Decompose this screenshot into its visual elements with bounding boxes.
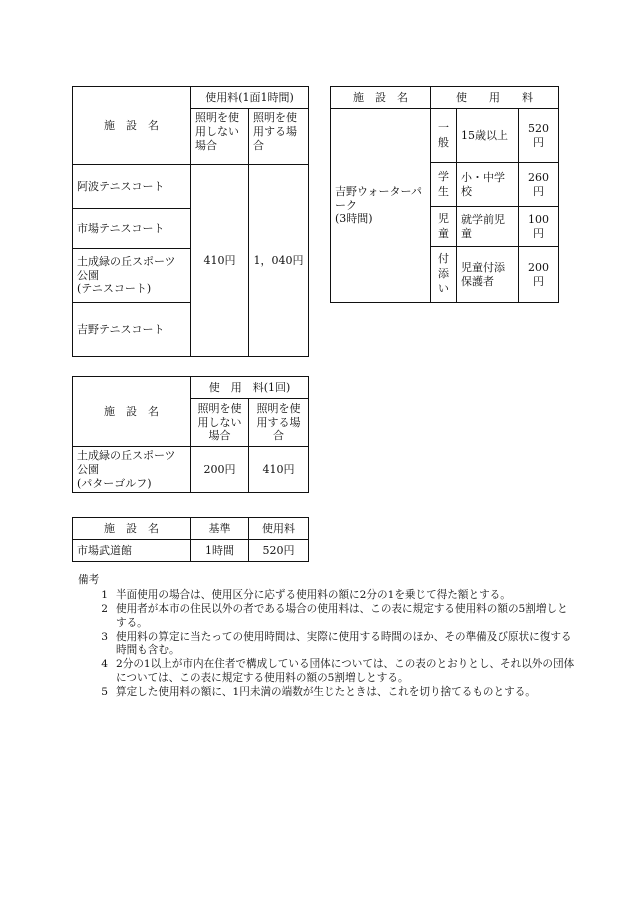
fee-header: 使用料 [249, 518, 309, 540]
remark-item [78, 631, 578, 657]
fee-header: 使 用 料(1回) [191, 377, 309, 399]
fee-with-light: 410円 [249, 447, 309, 493]
remark-number: 4 [101, 658, 108, 671]
facility-header: 施 設 名 [331, 87, 431, 109]
remark-item [78, 658, 578, 684]
fee-no-light: 200円 [191, 447, 249, 493]
remark-item [78, 686, 578, 699]
group-fee: 100円 [519, 207, 559, 247]
group-detail: 小・中学校 [457, 163, 519, 207]
facility-name: 吉野テニスコート [73, 303, 191, 357]
no-light-header: 照明を使用しない場合 [191, 109, 249, 165]
group-fee: 520円 [519, 109, 559, 163]
group-label: 付添い [431, 247, 457, 303]
facility-header: 施 設 名 [73, 518, 191, 540]
remark-text: 使用者が本市の住民以外の者である場合の使用料は、この表に規定する使用料の額の5割増しとする。 [116, 603, 568, 629]
facility-name: 土成緑の丘スポーツ公園 (パターゴルフ) [73, 447, 191, 493]
basis-value: 1時間 [191, 540, 249, 562]
remark-text: 2分の1以上が市内在住者で構成している団体については、この表のとおりとし、それ以外の団体については、この表に規定する使用料の額の5割増しとする。 [116, 658, 575, 684]
facility-name: 市場テニスコート [73, 209, 191, 249]
group-label: 一般 [431, 109, 457, 163]
remark-number: 2 [101, 603, 108, 616]
remark-number: 5 [101, 685, 108, 698]
facility-name: 市場武道館 [73, 540, 191, 562]
fee-header: 使 用 料 [431, 87, 559, 109]
remark-number: 3 [101, 630, 108, 643]
group-label: 学生 [431, 163, 457, 207]
fee-value: 520円 [249, 540, 309, 562]
with-light-header: 照明を使用する場合 [249, 109, 309, 165]
fee-with-light: 1，040円 [249, 165, 309, 357]
remark-item [78, 589, 578, 602]
facility-header: 施 設 名 [73, 87, 191, 165]
group-detail: 15歳以上 [457, 109, 519, 163]
remark-item [78, 603, 578, 629]
remarks-section [78, 574, 578, 700]
facility-header: 施 設 名 [73, 377, 191, 447]
tennis-fee-table [72, 86, 309, 357]
group-label: 児童 [431, 207, 457, 247]
water-park-fee-table [330, 86, 559, 303]
remark-number: 1 [101, 589, 108, 602]
basis-header: 基準 [191, 518, 249, 540]
remark-text: 使用料の算定に当たっての使用時間は、実際に使用する時間のほか、その準備及び原状に復する時間も含む。 [116, 630, 572, 657]
group-fee: 200円 [519, 247, 559, 303]
fee-header: 使用料(1面1時間) [191, 87, 309, 109]
fee-no-light: 410円 [191, 165, 249, 357]
remarks-title: 備考 [78, 574, 100, 586]
budo-hall-fee-table [72, 517, 309, 562]
with-light-header: 照明を使用する場合 [249, 399, 309, 447]
putter-golf-fee-table [72, 376, 309, 493]
remark-text: 半面使用の場合は、使用区分に応ずる使用料の額に2分の1を乗じて得た額とする。 [116, 589, 511, 602]
no-light-header: 照明を使用しない場合 [191, 399, 249, 447]
remark-text: 算定した使用料の額に、1円未満の端数が生じたときは、これを切り捨てるものとする。 [116, 685, 536, 698]
facility-name: 阿波テニスコート [73, 165, 191, 209]
facility-name: 土成緑の丘スポーツ公園 (テニスコート) [73, 249, 191, 303]
group-detail: 就学前児童 [457, 207, 519, 247]
group-detail: 児童付添保護者 [457, 247, 519, 303]
group-fee: 260円 [519, 163, 559, 207]
facility-name: 吉野ウォーターパーク (3時間) [331, 109, 431, 303]
